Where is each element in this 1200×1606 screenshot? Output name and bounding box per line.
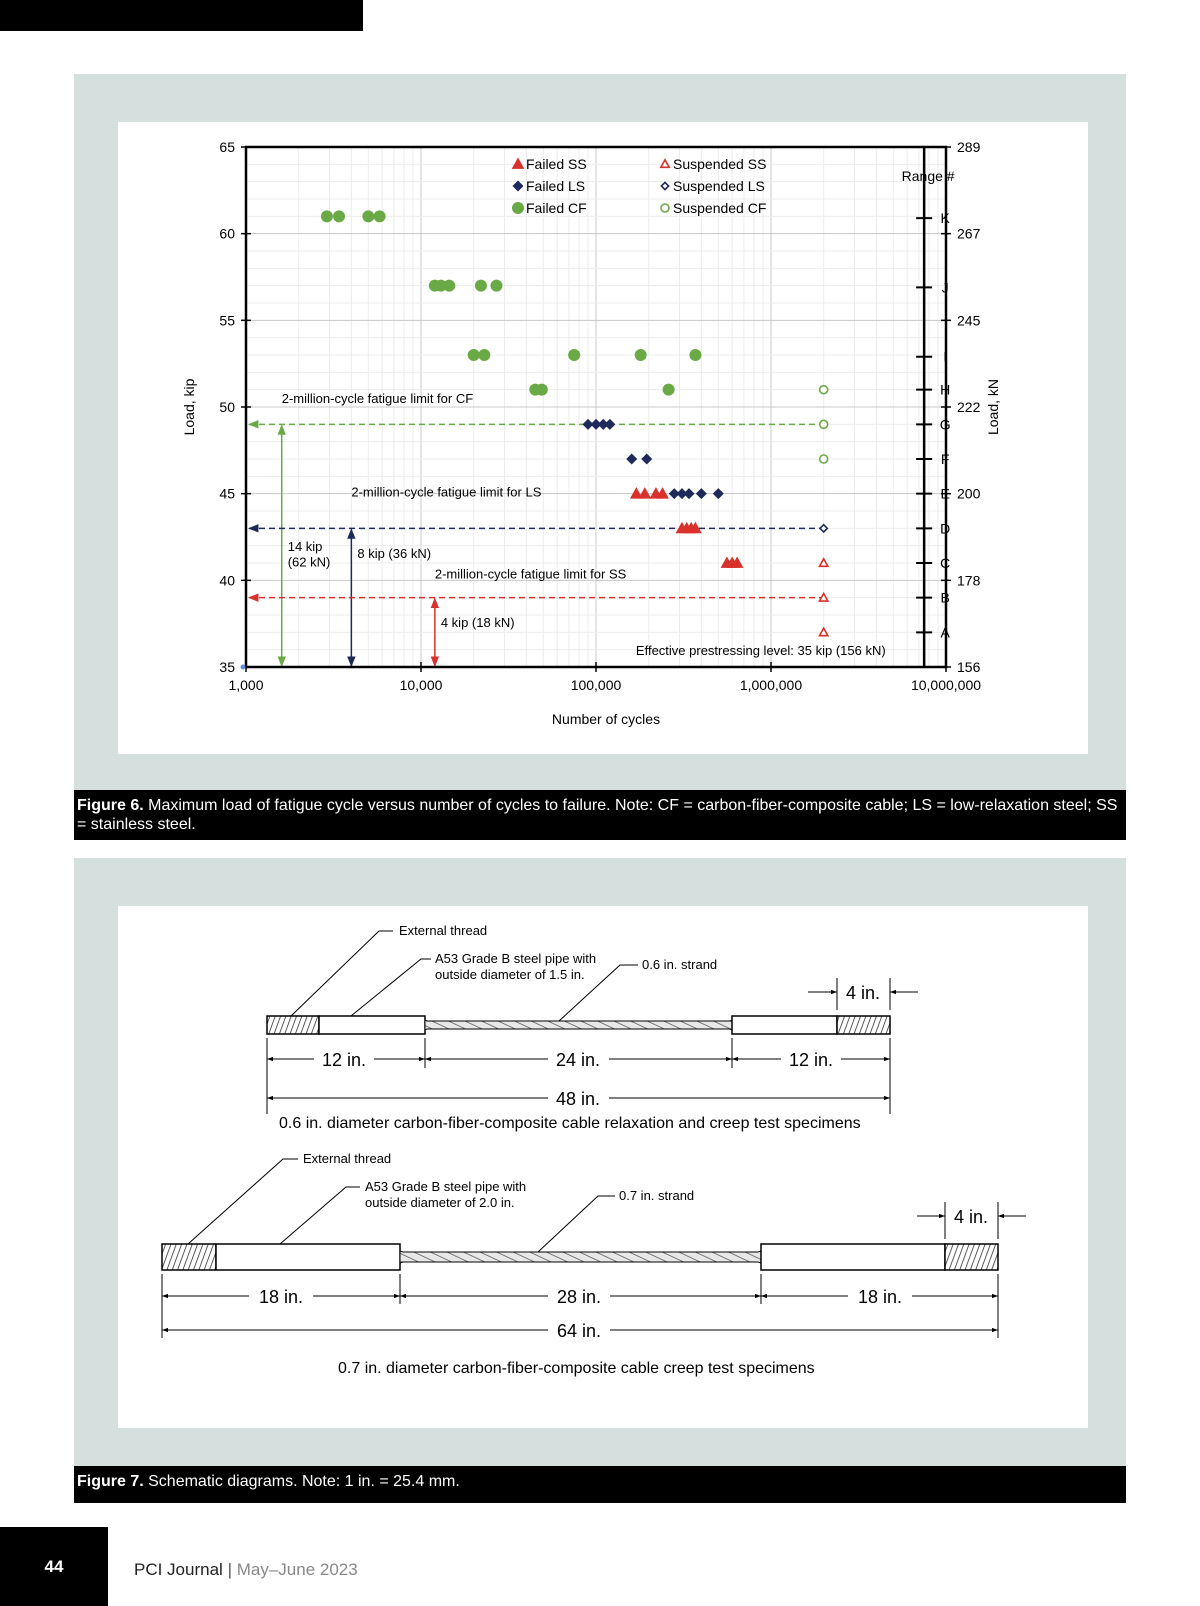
range-label: K	[940, 210, 950, 227]
diagram2-thread-dim: 4 in.	[953, 1207, 989, 1227]
data-point-failed-cf	[374, 211, 385, 222]
diagram2-left-dim: 18 in.	[258, 1287, 304, 1307]
x-tick-label: 1,000	[228, 677, 264, 693]
diagram2-total-dim: 64 in.	[556, 1321, 602, 1341]
data-point-failed-cf	[468, 350, 479, 361]
y-tick-label: 60	[219, 225, 235, 242]
data-point-suspended-ss	[819, 559, 827, 567]
data-point-failed-cf	[321, 211, 332, 222]
diagram1-pipe-label-line2: outside diameter of 1.5 in.	[435, 967, 585, 982]
page-number: 44	[0, 1527, 108, 1606]
y2-tick-label: 222	[957, 399, 981, 415]
x-tick-label: 1,000,000	[739, 677, 803, 693]
diagram1	[267, 923, 918, 1132]
legend-marker	[513, 159, 524, 169]
y2-tick-label: 289	[957, 139, 981, 155]
data-point-failed-cf	[479, 350, 490, 361]
figure6-caption-text: Maximum load of fatigue cycle versus number of cycles to failure. Note: CF = carbon-fiber-composite cable; LS = low-relaxation steel; SS = stainless steel.	[77, 797, 1118, 833]
diagram1-right-pipe	[732, 1016, 837, 1034]
range-label: B	[940, 589, 950, 606]
y-tick-label: 35	[219, 659, 235, 675]
legend-label: Suspended LS	[673, 178, 765, 194]
range-label: C	[940, 555, 951, 571]
fatigue-range-label: 14 kip	[287, 538, 323, 554]
diagram1-right-thread	[837, 1016, 890, 1034]
y-tick-label: 55	[219, 312, 235, 329]
x-tick-label: 10,000	[399, 677, 443, 693]
data-point-failed-cf	[536, 384, 547, 395]
figure6-caption	[74, 790, 1126, 840]
fatigue-range-label: 8 kip (36 kN)	[357, 545, 432, 561]
data-point-failed-ls	[714, 489, 724, 499]
data-point-failed-ls	[697, 489, 707, 499]
data-point-failed-cf	[491, 280, 502, 291]
figure7-diagram-area	[118, 906, 1088, 1428]
fatigue-range-label: (62 kN)	[287, 554, 331, 570]
diagram1-left-dim: 12 in.	[321, 1050, 367, 1070]
fatigue-chart	[118, 122, 1088, 754]
data-point-failed-cf	[334, 211, 345, 222]
journal-name: PCI Journal	[134, 1560, 223, 1579]
legend-marker	[661, 204, 669, 212]
range-label: H	[940, 381, 951, 398]
x-axis-label: Number of cycles	[551, 711, 661, 727]
diagram2-right-dim: 18 in.	[857, 1287, 903, 1307]
legend-label: Failed LS	[526, 178, 586, 194]
range-label: F	[940, 451, 950, 467]
y2-axis-label: Load, kN	[985, 378, 1001, 436]
data-point-failed-ls	[627, 454, 637, 464]
diagram2-right-pipe	[761, 1244, 945, 1270]
schematic-diagrams	[118, 906, 1088, 1428]
range-label: E	[940, 485, 950, 502]
y-axis-label: Load, kip	[181, 378, 197, 436]
top-black-bar	[0, 0, 363, 31]
diagram2-title: 0.7 in. diameter carbon-fiber-composite cable creep test specimens	[338, 1360, 815, 1377]
y-tick-label: 45	[219, 485, 235, 502]
x-tick-label: 10,000,000	[910, 677, 982, 693]
prestress-annotation: Effective prestressing level: 35 kip (156 kN)	[635, 642, 886, 658]
range-title: Range #	[901, 168, 955, 184]
diagram2-external-thread-label: External thread	[303, 1151, 392, 1166]
y2-tick-label: 267	[957, 225, 981, 242]
fatigue-limit-label: 2-million-cycle fatigue limit for SS	[434, 566, 627, 582]
legend-marker	[513, 181, 523, 191]
diagram2-strand	[400, 1251, 761, 1263]
y-tick-label: 65	[219, 139, 235, 155]
data-point-failed-ls	[642, 454, 652, 464]
data-point-suspended-ss	[819, 593, 827, 601]
legend-marker	[661, 160, 669, 168]
data-point-failed-cf	[690, 350, 701, 361]
x-tick-label: 100,000	[570, 677, 622, 693]
diagram1-pipe-label-line1: A53 Grade B steel pipe with	[435, 951, 597, 966]
diagram2-left-pipe	[216, 1244, 400, 1270]
figure6-panel	[74, 74, 1126, 790]
diagram2-strand-label: 0.7 in. strand	[619, 1188, 695, 1203]
range-label: A	[940, 624, 950, 641]
diagram2-left-thread	[162, 1244, 216, 1270]
y2-tick-label: 178	[957, 572, 981, 589]
diagram1-right-dim: 12 in.	[788, 1050, 834, 1070]
diagram1-total-dim: 48 in.	[555, 1089, 601, 1109]
fatigue-limit-label: 2-million-cycle fatigue limit for LS	[351, 484, 542, 500]
legend-label: Suspended CF	[673, 200, 767, 216]
diagram1-strand-label: 0.6 in. strand	[642, 957, 718, 972]
figure7-panel	[74, 858, 1126, 1466]
data-point-suspended-cf	[820, 420, 828, 428]
origin-dot	[241, 665, 246, 670]
diagram2-mid-dim: 28 in.	[556, 1287, 602, 1307]
figure7-caption	[74, 1466, 1126, 1503]
figure7-caption-label: Figure 7.	[77, 1473, 144, 1490]
data-point-failed-cf	[569, 350, 580, 361]
data-point-suspended-ls	[820, 525, 827, 532]
data-point-failed-ls	[684, 489, 694, 499]
figure6-chart-area	[118, 122, 1088, 754]
diagram2	[162, 1151, 1026, 1377]
y2-tick-label: 245	[957, 312, 981, 329]
legend-label: Suspended SS	[673, 156, 767, 172]
y-tick-label: 40	[219, 572, 235, 589]
diagram2-pipe-label-line2: outside diameter of 2.0 in.	[365, 1195, 515, 1210]
diagram1-strand	[425, 1020, 732, 1030]
range-label: G	[939, 416, 951, 433]
legend-label: Failed CF	[526, 200, 587, 216]
footer-separator: |	[227, 1560, 232, 1579]
data-point-suspended-cf	[820, 386, 828, 394]
figure6-caption-label: Figure 6.	[77, 797, 144, 814]
legend-label: Failed SS	[526, 156, 587, 172]
y2-tick-label: 156	[957, 659, 981, 675]
diagram1-left-thread	[267, 1016, 319, 1034]
diagram2-right-thread	[945, 1244, 998, 1270]
issue-date: May–June 2023	[236, 1560, 358, 1579]
diagram2-pipe-label-line1: A53 Grade B steel pipe with	[365, 1179, 527, 1194]
data-point-failed-cf	[635, 350, 646, 361]
figure7-caption-text: Schematic diagrams. Note: 1 in. = 25.4 mm.	[143, 1473, 460, 1490]
data-point-failed-ls	[605, 420, 615, 430]
range-label: J	[941, 279, 949, 296]
range-label: I	[943, 348, 948, 365]
diagram1-external-thread-label: External thread	[399, 923, 488, 938]
range-label: D	[940, 520, 951, 537]
data-point-suspended-cf	[820, 455, 828, 463]
data-point-suspended-ss	[819, 628, 827, 636]
fatigue-limit-label: 2-million-cycle fatigue limit for CF	[281, 391, 474, 406]
data-point-failed-cf	[444, 280, 455, 291]
data-point-failed-cf	[663, 384, 674, 395]
legend-marker	[513, 203, 524, 214]
data-point-failed-cf	[363, 211, 374, 222]
diagram1-mid-dim: 24 in.	[555, 1050, 601, 1070]
y-tick-label: 50	[219, 399, 235, 415]
diagram1-thread-dim: 4 in.	[845, 983, 881, 1003]
data-point-failed-cf	[475, 280, 486, 291]
footer-journal	[134, 1560, 358, 1580]
legend-marker	[661, 182, 668, 189]
y2-tick-label: 200	[957, 485, 981, 502]
diagram1-left-pipe	[319, 1016, 425, 1034]
diagram1-title: 0.6 in. diameter carbon-fiber-composite cable relaxation and creep test specimens	[279, 1115, 861, 1132]
fatigue-range-label: 4 kip (18 kN)	[440, 615, 515, 631]
